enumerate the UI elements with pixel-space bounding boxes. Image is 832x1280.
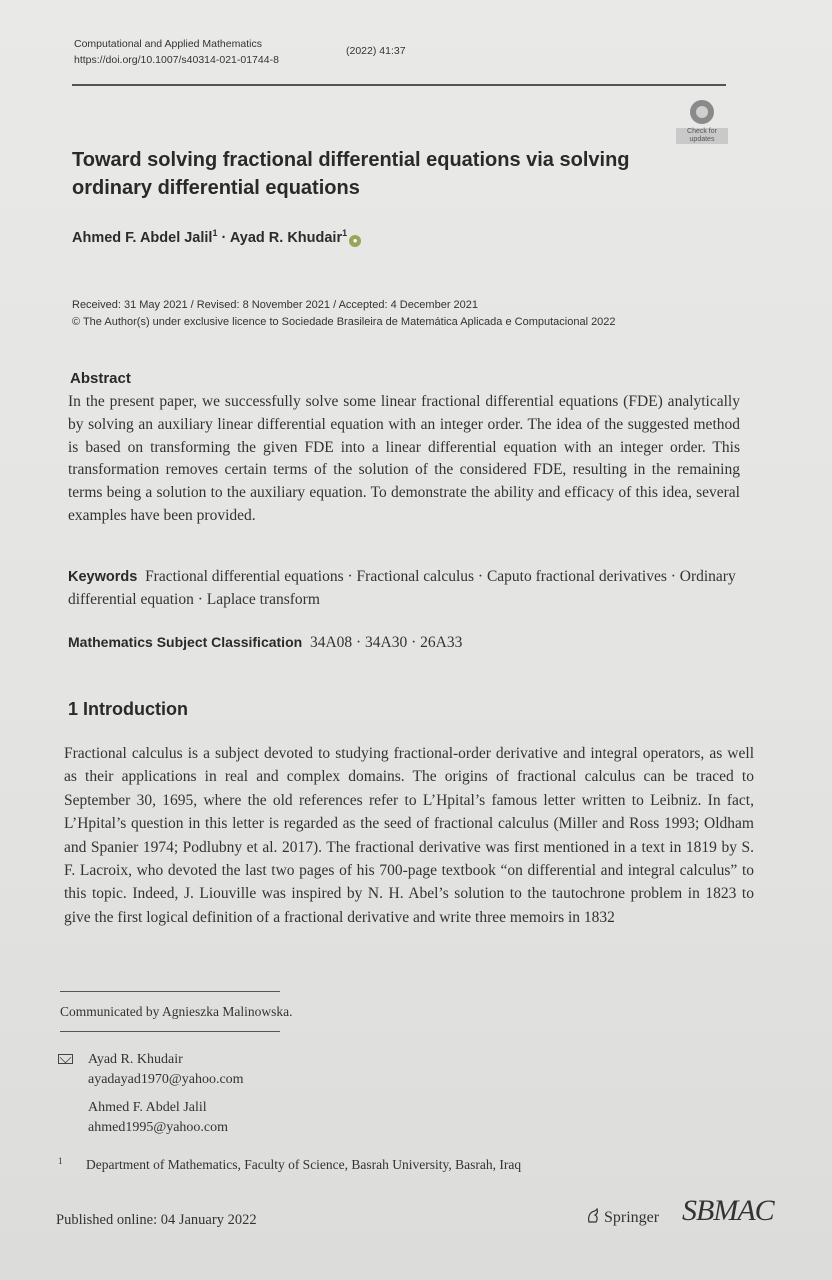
abstract-text: In the present paper, we successfully solve some linear fractional differential equations (FDE) analytically by solving an auxiliary linear differential equation with an integer order. The idea of the suggested method is based on transforming the given FDE into a linear differential equation with an integer order. This transformation removes certain terms of the solution of the considered FDE, resulting in the remaining terms being a solution to the auxiliary equation. To demonstrate the ability and efficacy of this idea, several examples have been provided.	[68, 393, 740, 524]
journal-volume: (2022) 41:37	[346, 45, 406, 57]
introduction-text: Fractional calculus is a subject devoted to studying fractional-order derivative and integral operators, as well as their applications in real and complex domains. The origins of fractional calculus can be traced to September 30, 1695, where the old references refer to L’Hpital’s famous letter written to Leibniz. In fact, L’Hpital’s question in this letter is regarded as the seed of fractional calculus (Miller and Ross 1993; Oldham and Spanier 1974; Podlubny et al. 2017). The fractional derivative was first mentioned in a text in 1819 by S. F. Lacroix, who devoted the last two pages of his 700-page textbook “on differential and integral calculus” to this topic. Indeed, J. Liouville was inspired by N. H. Abel’s solution to the tautochrone problem in 1823 to give the first logical definition of a fractional derivative and write three memoirs in 1832	[64, 745, 754, 926]
title-line-2: ordinary differential equations	[72, 177, 360, 199]
contact-email[interactable]: ayadayad1970@yahoo.com	[88, 1072, 244, 1087]
badge-label: Check for updates	[676, 128, 728, 144]
author-list	[72, 228, 361, 247]
springer-horse-icon	[586, 1208, 600, 1224]
author-2-affiliation: 1	[342, 228, 348, 238]
corresponding-author	[88, 1050, 244, 1090]
author-separator: ·	[217, 229, 230, 246]
author-1: Ahmed F. Abdel Jalil	[72, 229, 213, 246]
published-online-date: Published online: 04 January 2022	[56, 1212, 257, 1228]
abstract-heading: Abstract	[70, 370, 131, 387]
msc-codes: 34A08 · 34A30 · 26A33	[309, 634, 463, 651]
affiliation: Department of Mathematics, Faculty of Science, Basrah University, Basrah, Iraq	[86, 1157, 522, 1172]
springer-wordmark: Springer	[604, 1209, 660, 1226]
update-icon	[690, 100, 714, 124]
footnote-rule	[60, 991, 280, 992]
title-line-1: Toward solving fractional differential equations via solving	[72, 149, 630, 171]
check-for-updates-badge[interactable]	[676, 98, 728, 150]
footnote-rule	[60, 1031, 280, 1032]
orcid-icon[interactable]: ●	[349, 235, 361, 247]
keywords-text: Fractional differential equations · Fractional calculus · Caputo fractional derivatives · Ordinary differential equation · Laplace transform	[68, 568, 736, 608]
keywords	[68, 566, 740, 612]
contact-name: Ahmed F. Abdel Jalil	[88, 1100, 207, 1115]
co-author-contact	[88, 1098, 228, 1138]
contact-name: Ayad R. Khudair	[88, 1052, 183, 1067]
paper-title	[72, 146, 672, 202]
contact-email[interactable]: ahmed1995@yahoo.com	[88, 1120, 229, 1135]
header-rule	[72, 84, 726, 86]
envelope-icon	[58, 1054, 73, 1064]
copyright-notice: © The Author(s) under exclusive licence to Sociedade Brasileira de Matemática Aplicada e Computacional 2022	[72, 316, 616, 328]
keywords-label: Keywords	[68, 569, 138, 585]
msc-classification	[68, 634, 462, 652]
author-2: Ayad R. Khudair	[229, 229, 343, 246]
sbmac-logo: SBMAC	[682, 1194, 774, 1227]
springer-logo	[586, 1208, 659, 1227]
journal-name: Computational and Applied Mathematics	[74, 38, 262, 50]
introduction-heading: 1 Introduction	[68, 699, 188, 719]
msc-label: Mathematics Subject Classification	[68, 634, 303, 650]
affiliation-number: 1	[58, 1156, 63, 1166]
history-dates: Received: 31 May 2021 / Revised: 8 November 2021 / Accepted: 4 December 2021	[72, 299, 479, 311]
communicated-by: Communicated by Agnieszka Malinowska.	[60, 1004, 293, 1019]
doi-link[interactable]: https://doi.org/10.1007/s40314-021-01744-8	[74, 54, 279, 66]
author-1-affiliation: 1	[212, 228, 218, 238]
